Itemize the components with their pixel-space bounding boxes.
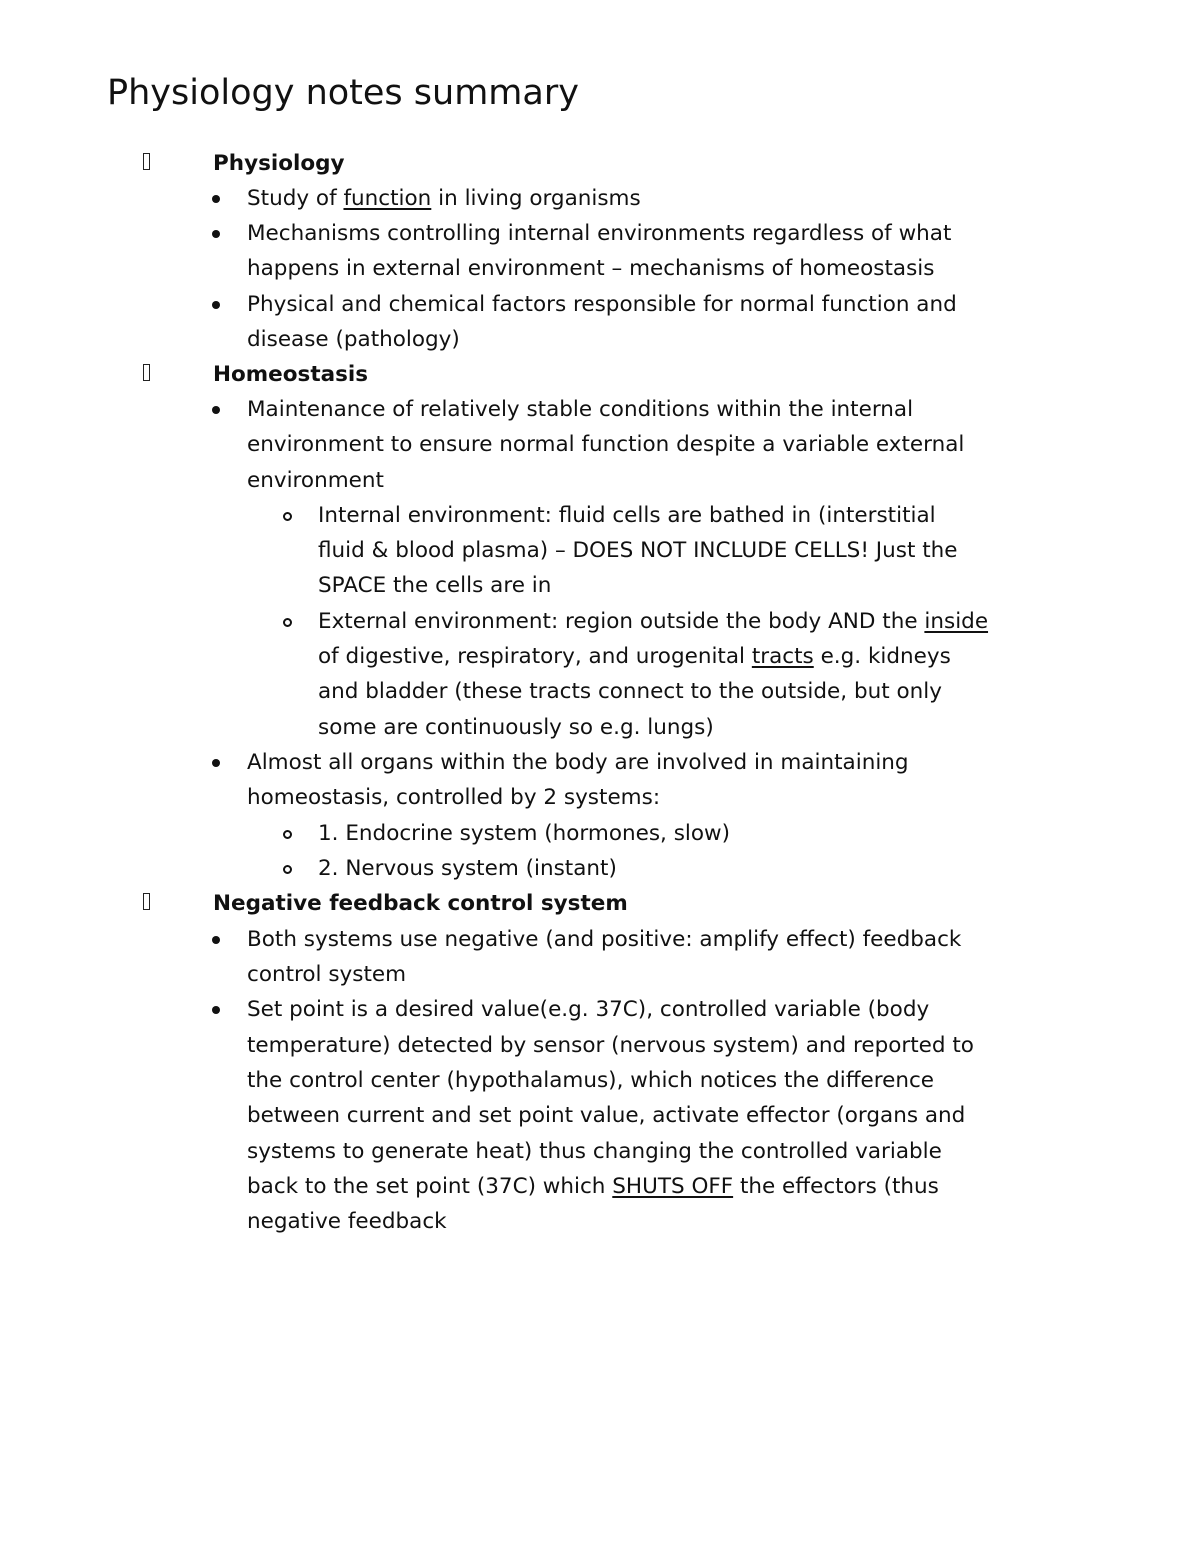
list-item-text-continued: negative feedback: [247, 1209, 447, 1234]
checkbox-icon: [143, 893, 150, 910]
list-item-text-continued: environment: [247, 468, 384, 493]
sub-list-item-text-continued: of digestive, respiratory, and urogenital tracts e.g. kidneys: [318, 644, 951, 669]
section-heading: Negative feedback control system: [213, 891, 628, 916]
list-item-text-continued: control system: [247, 962, 407, 987]
section-heading: Homeostasis: [213, 362, 369, 387]
sub-list-item: [0, 604, 1200, 640]
sub-list-item: [0, 816, 1200, 852]
list-item: [0, 216, 1200, 252]
list-item-text: Physical and chemical factors responsible for normal function and: [247, 292, 957, 317]
circle-bullet-icon: [283, 618, 292, 627]
list-item-text-continued: environment to ensure normal function despite a variable external: [247, 432, 965, 457]
section-negative-feedback: [0, 886, 1200, 922]
sub-list-item-text: Internal environment: fluid cells are bathed in (interstitial: [318, 503, 936, 528]
list-item: [0, 181, 1200, 217]
checkbox-icon: [143, 364, 150, 381]
bullet-icon: [212, 759, 220, 767]
underlined-term: function: [343, 186, 432, 211]
sub-list-item-text: External environment: region outside the body AND the inside: [318, 609, 989, 634]
section-heading: Physiology: [213, 151, 345, 176]
list-item-text-continued: happens in external environment – mechanisms of homeostasis: [247, 256, 935, 281]
bullet-icon: [212, 195, 220, 203]
sub-list-item: [0, 851, 1200, 887]
section-homeostasis: [0, 357, 1200, 393]
sub-list-item-text-continued: SPACE the cells are in: [318, 573, 552, 598]
underlined-term: tracts: [751, 644, 814, 669]
sub-list-item-text-continued: and bladder (these tracts connect to the outside, but only: [318, 679, 942, 704]
list-item-text: Maintenance of relatively stable conditions within the internal: [247, 397, 914, 422]
list-item-text: Set point is a desired value(e.g. 37C), controlled variable (body: [247, 997, 930, 1022]
list-item-text: Mechanisms controlling internal environments regardless of what: [247, 221, 952, 246]
bullet-icon: [212, 301, 220, 309]
list-item-text-continued: back to the set point (37C) which SHUTS OFF the effectors (thus: [247, 1174, 939, 1199]
list-item-text-continued: between current and set point value, activate effector (organs and: [247, 1103, 966, 1128]
sub-list-item-text-continued: some are continuously so e.g. lungs): [318, 715, 714, 740]
list-item-text: Almost all organs within the body are involved in maintaining: [247, 750, 909, 775]
circle-bullet-icon: [283, 830, 292, 839]
list-item-text-continued: systems to generate heat) thus changing the controlled variable: [247, 1139, 942, 1164]
circle-bullet-icon: [283, 865, 292, 874]
underlined-term: inside: [924, 609, 989, 634]
list-item: [0, 287, 1200, 323]
list-item-text-continued: disease (pathology): [247, 327, 460, 352]
list-item: [0, 392, 1200, 428]
bullet-icon: [212, 1006, 220, 1014]
list-item: [0, 745, 1200, 781]
underlined-term: SHUTS OFF: [612, 1174, 734, 1199]
section-physiology: [0, 146, 1200, 182]
bullet-icon: [212, 936, 220, 944]
sub-list-item-text: 2. Nervous system (instant): [318, 856, 617, 881]
list-item: [0, 992, 1200, 1028]
sub-list-item-text-continued: fluid & blood plasma) – DOES NOT INCLUDE CELLS! Just the: [318, 538, 958, 563]
bullet-icon: [212, 406, 220, 414]
sub-list-item: [0, 498, 1200, 534]
circle-bullet-icon: [283, 512, 292, 521]
list-item-text-continued: the control center (hypothalamus), which notices the difference: [247, 1068, 935, 1093]
list-item-text-continued: homeostasis, controlled by 2 systems:: [247, 785, 661, 810]
checkbox-icon: [143, 153, 150, 170]
sub-list-item-text: 1. Endocrine system (hormones, slow): [318, 821, 730, 846]
bullet-icon: [212, 230, 220, 238]
list-item-text-continued: temperature) detected by sensor (nervous system) and reported to: [247, 1033, 974, 1058]
list-item-text: Both systems use negative (and positive: amplify effect) feedback: [247, 927, 962, 952]
list-item-text: Study of function in living organisms: [247, 186, 641, 211]
list-item: [0, 922, 1200, 958]
page-title: Physiology notes summary: [107, 73, 579, 113]
